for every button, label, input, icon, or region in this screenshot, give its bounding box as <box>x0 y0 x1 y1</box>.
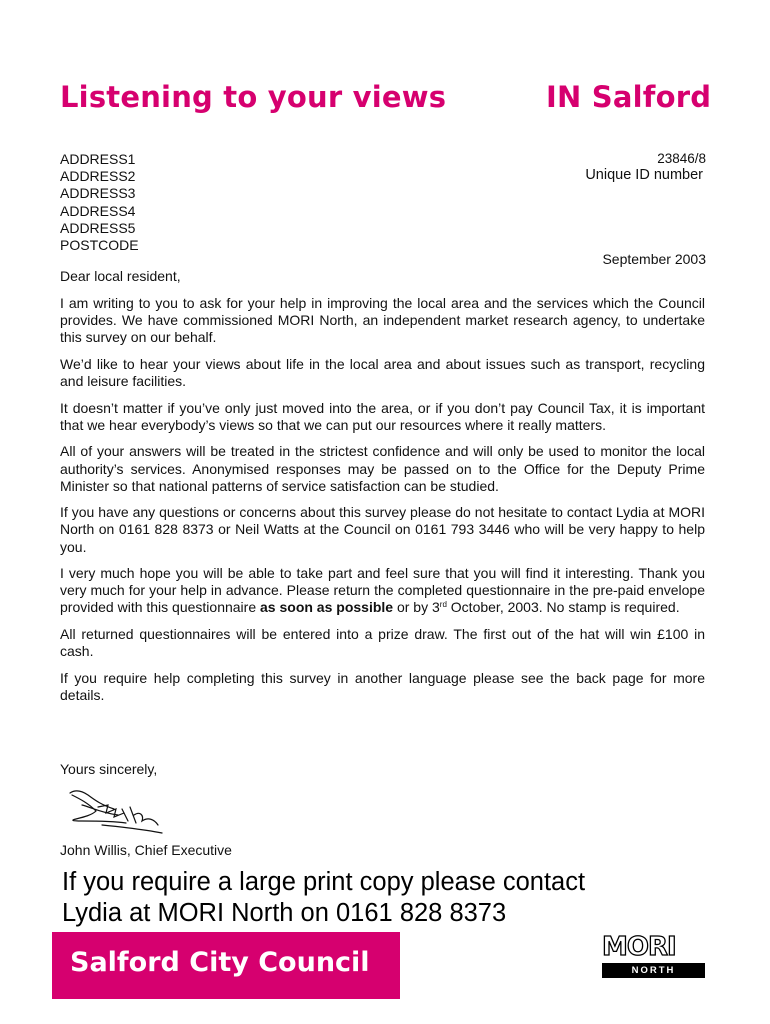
paragraph-text: or by 3 <box>393 599 440 616</box>
mori-logo-subtext: NORTH <box>631 965 676 976</box>
signer-name: John Willis, Chief Executive <box>60 842 232 858</box>
letter-body <box>60 295 705 714</box>
paragraph-text: October, 2003. No stamp is required. <box>446 599 680 616</box>
council-logo-text: Salford City Council <box>70 947 370 978</box>
unique-id-label: Unique ID number <box>585 167 703 183</box>
emphasis-text: as soon as possible <box>260 599 394 616</box>
mori-logo-text: MORI <box>602 932 676 962</box>
large-print-notice <box>62 867 585 929</box>
address-postcode: POSTCODE <box>60 237 139 254</box>
council-logo-band <box>52 932 400 999</box>
paragraph: If you have any questions or concerns about this survey please do not hesitate to contact Lydia at MORI North on 0161 828 8373 or Neil Watts at the Council on 0161 793 3446 who will be very happy to help you. <box>60 504 705 555</box>
paragraph-text: I very much hope you will be able to take part and feel sure that you will find it interesting. Thank you very much for your help in advance. Please return the completed questionnaire in the pre-paid envelope provided with this questionnaire <box>60 565 705 616</box>
paragraph: If you require help completing this survey in another language please see the back page for more details. <box>60 669 705 703</box>
address-line: ADDRESS4 <box>60 202 136 219</box>
address-line: ADDRESS2 <box>60 168 136 185</box>
closing: Yours sincerely, <box>60 761 158 777</box>
salutation: Dear local resident, <box>60 268 181 284</box>
address-line: ADDRESS5 <box>60 219 136 236</box>
ordinal-suffix: rd <box>439 600 447 610</box>
reference-number: 23846/8 <box>657 151 706 166</box>
address-line: ADDRESS3 <box>60 185 136 202</box>
header-location: IN Salford <box>546 80 712 114</box>
paragraph-return-instructions <box>60 565 705 616</box>
paragraph: We’d like to hear your views about life in the local area and about issues such as transport, recycling and leisure facilities. <box>60 355 705 389</box>
paragraph: It doesn’t matter if you’ve only just moved into the area, or if you don’t pay Council Tax, it is important that we hear everybody’s views so that we can put our resources where it really matters. <box>60 399 705 433</box>
address-block <box>60 151 139 254</box>
address-line: ADDRESS1 <box>60 151 136 167</box>
header-title: Listening to your views <box>60 80 447 114</box>
letter-date: September 2003 <box>602 251 706 267</box>
signature-image <box>62 785 172 837</box>
paragraph: All returned questionnaires will be entered into a prize draw. The first out of the hat will win £100 in cash. <box>60 626 705 660</box>
paragraph: I am writing to you to ask for your help in improving the local area and the services which the Council provides. We have commissioned MORI North, an independent market research agency, to undertake this survey on our behalf. <box>60 295 705 346</box>
mori-logo-bar <box>602 963 705 978</box>
mori-logo <box>602 934 705 978</box>
paragraph: All of your answers will be treated in the strictest confidence and will only be used to monitor the local authority’s services. Anonymised responses may be passed on to the Office for the Deputy Prime Minister so that national patterns of service satisfaction can be studied. <box>60 443 705 494</box>
large-print-line: Lydia at MORI North on 0161 828 8373 <box>62 899 507 927</box>
large-print-line: If you require a large print copy please contact <box>62 868 586 896</box>
